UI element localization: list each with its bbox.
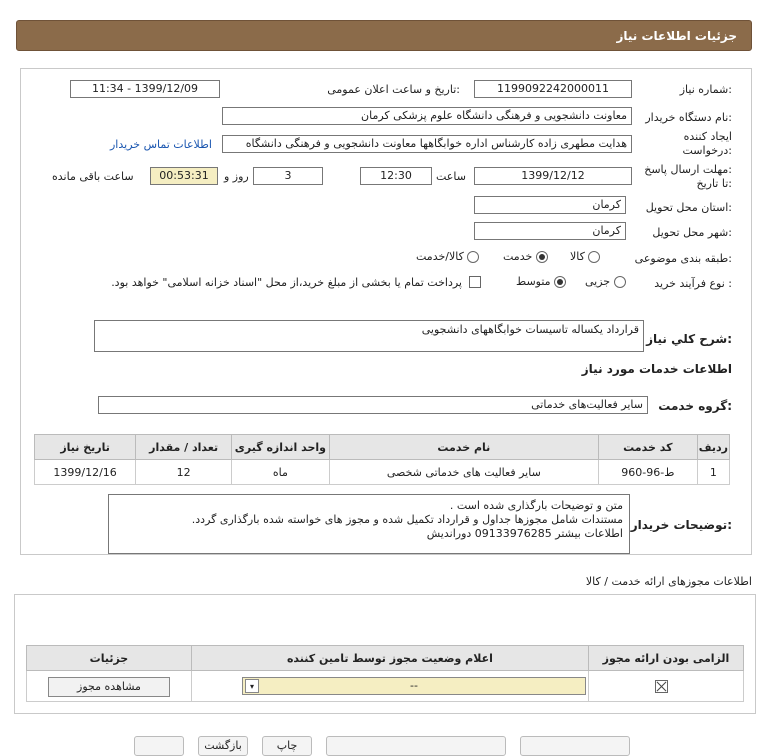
category-option-service[interactable]: خدمت: [503, 250, 548, 263]
remaining-time-label: ساعت باقی مانده: [52, 170, 134, 183]
announce-date-field: 1399/12/09 - 11:34: [70, 80, 220, 98]
creator-label-line1: ایجاد کننده: [683, 130, 732, 143]
deadline-label-line1: مهلت ارسال پاسخ:: [644, 163, 732, 176]
buyer-contact-link[interactable]: اطلاعات تماس خریدار: [110, 138, 212, 151]
col-unit: واحد اندازه گیری: [232, 435, 330, 460]
col-permit-required: الزامی بودن ارائه مجوز: [588, 646, 743, 671]
services-section-title: اطلاعات خدمات مورد نیاز: [581, 362, 732, 376]
announce-date-label: تاریخ و ساعت اعلان عمومی:: [327, 83, 460, 96]
page-title-bar: [16, 20, 752, 51]
cell-row: 1: [697, 460, 729, 485]
buyer-notes-line: اطلاعات بیشتر 09133976285 دورانديش: [426, 527, 623, 540]
bottom-button-1[interactable]: [134, 736, 184, 756]
city-label: شهر محل تحویل:: [652, 226, 732, 239]
creator-label-line2: درخواست:: [682, 144, 732, 157]
need-number-label: شماره نیاز:: [679, 83, 732, 96]
process-type-label: نوع فرآیند خرید :: [654, 277, 732, 290]
col-permit-status: اعلام وضعیت مجوز توسط تامین کننده: [191, 646, 588, 671]
col-service-name: نام خدمت: [329, 435, 598, 460]
deadline-time-field: 12:30: [360, 167, 432, 185]
col-details: جزئیات: [27, 646, 192, 671]
buyer-org-field: معاونت دانشجویی و فرهنگی دانشگاه علوم پزشکی کرمان: [222, 107, 632, 125]
days-remaining-field: 3: [253, 167, 323, 185]
treasury-payment-note: پرداخت تمام یا بخشی از مبلغ خرید،از محل "اسناد خزانه اسلامی" خواهد بود.: [111, 276, 462, 289]
col-row: ردیف: [697, 435, 729, 460]
col-need-date: تاریخ نیاز: [35, 435, 136, 460]
permit-required-checkbox: [655, 680, 668, 693]
category-option-goods[interactable]: کالا: [570, 250, 600, 263]
days-label: روز و: [224, 170, 249, 183]
permits-section-title: اطلاعات مجوزهای ارائه خدمت / کالا: [585, 575, 752, 588]
radio-selected-icon: [536, 251, 548, 263]
table-row: [35, 460, 730, 485]
summary-field: قرارداد یکساله تاسیسات خوابگاههای دانشجویی: [94, 320, 644, 352]
buyer-notes-box: [108, 494, 630, 554]
col-quantity: تعداد / مقدار: [136, 435, 232, 460]
chevron-down-icon[interactable]: ▾: [245, 679, 259, 693]
bottom-button-2[interactable]: بازگشت: [198, 736, 248, 756]
buyer-org-label: نام دستگاه خریدار:: [645, 111, 732, 124]
province-field: کرمان: [474, 196, 626, 214]
radio-icon: [467, 251, 479, 263]
city-field: کرمان: [474, 222, 626, 240]
deadline-date-field: 1399/12/12: [474, 167, 632, 185]
table-header-row: [27, 646, 744, 671]
col-service-code: کد خدمت: [598, 435, 697, 460]
cell-service-code: ط-96-960: [598, 460, 697, 485]
buyer-notes-label: توضیحات خریدار:: [630, 518, 732, 532]
bottom-button-3[interactable]: چاپ: [262, 736, 312, 756]
bottom-button-5[interactable]: [520, 736, 630, 756]
buyer-notes-line: مستندات شامل مجوزها جداول و قرارداد تکمیل شده و مجوز های خواسته شده بارگذاری گردد.: [191, 513, 623, 526]
service-group-field: سایر فعالیت‌های خدماتی: [98, 396, 648, 414]
deadline-label-line2: تا تاریخ:: [696, 177, 732, 190]
cell-service-name: سایر فعالیت های خدماتی شخصی: [329, 460, 598, 485]
remaining-time-field: 00:53:31: [150, 167, 218, 185]
summary-label: شرح کلي نیاز:: [646, 332, 732, 346]
radio-selected-icon: [554, 276, 566, 288]
radio-icon: [588, 251, 600, 263]
cell-need-date: 1399/12/16: [35, 460, 136, 485]
view-permit-button[interactable]: مشاهده مجوز: [48, 677, 170, 697]
bottom-button-4[interactable]: [326, 736, 506, 756]
page-title: جزئیات اطلاعات نیاز: [616, 29, 737, 43]
table-header-row: [35, 435, 730, 460]
process-option-medium[interactable]: متوسط: [516, 275, 566, 288]
province-label: استان محل تحویل:: [645, 201, 732, 214]
cell-unit: ماه: [232, 460, 330, 485]
service-group-label: گروه خدمت:: [658, 399, 732, 413]
permit-status-select[interactable]: [242, 677, 586, 695]
creator-field: هدایت مطهری زاده کارشناس اداره خوابگاهها معاونت دانشجویی و فرهنگی دانشگاه: [222, 135, 632, 153]
services-table: [34, 434, 730, 485]
category-option-goods-service[interactable]: کالا/خدمت: [416, 250, 479, 263]
treasury-payment-checkbox[interactable]: [469, 276, 481, 288]
process-option-minor[interactable]: جزیی: [585, 275, 626, 288]
cell-quantity: 12: [136, 460, 232, 485]
deadline-time-label: ساعت: [436, 170, 466, 183]
permit-status-value: --: [410, 679, 418, 692]
need-number-field: 1199092242000011: [474, 80, 632, 98]
radio-icon: [614, 276, 626, 288]
category-label: طبقه بندی موضوعی:: [634, 252, 732, 265]
buyer-notes-line: متن و توضیحات بارگذاری شده است .: [449, 499, 623, 512]
